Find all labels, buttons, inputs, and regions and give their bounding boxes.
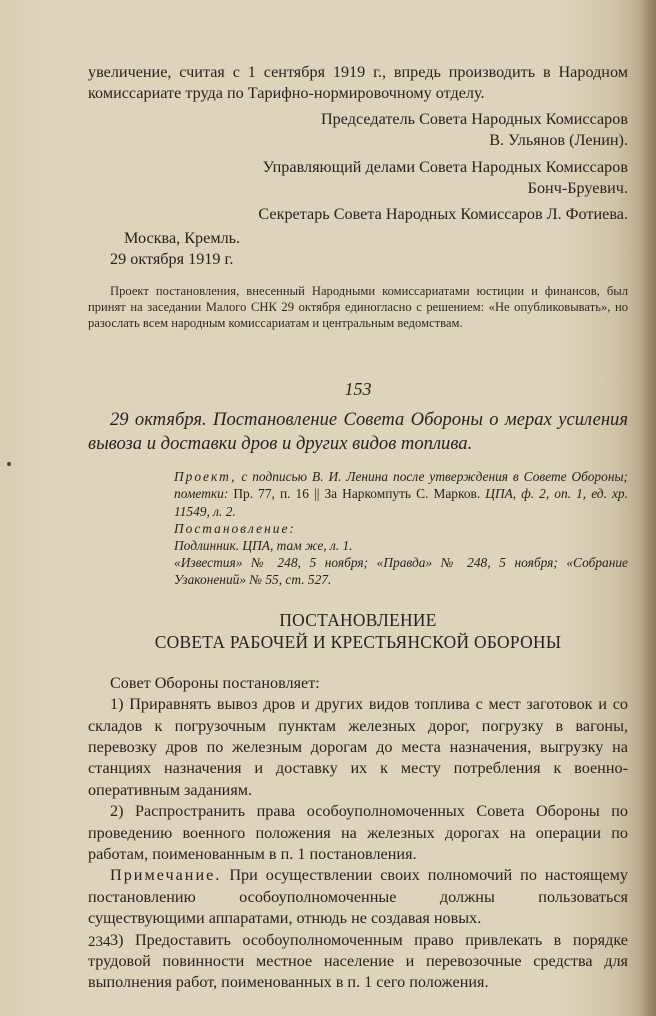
source-notes [174,468,628,588]
decree-intro: Совет Обороны постановляет: [110,673,320,692]
decree-note-label: Примечание. [110,866,222,885]
page-number: 234 [88,934,111,950]
source-project-label: Проект, [174,469,237,485]
chair-signature-line1: Председатель Совета Народных Комиссаров [320,109,628,128]
source-project-marks: Пр. 77, п. 16 || За Наркомпуть С. Марков. [233,486,481,502]
source-published: «Известия» № 248, 5 ноября; «Правда» № 248, 5 ноября; «Собрание Узаконений» № 55, ст. 527. [174,555,628,588]
editorial-footnote: Проект постановления, внесенный Народными комиссариатами юстиции и финансов, был принят на заседании Малого СНК 29 октября единогласно с решением: «Не опубликовывать», но разослать всем народным комиссариатам и центральным ведомствам. [88,283,628,331]
manager-signature-line2: Бонч-Бруевич. [527,179,628,198]
decree-point-1: 1) Приравнять вывоз дров и других видов топлива с мест заготовок и со складов к погрузочным пунктам железных дорог, погрузку в вагоны, перевозку дров по железным дорогам до места назначения, выгрузку на станциях назначения и доставку их к месту потребления к военно-оперативным заданиям. [88,695,628,799]
page-spine-shadow [638,0,656,1016]
chair-signature-line2: В. Ульянов (Ленин). [489,131,628,150]
document-number: 153 [344,379,372,400]
top-paragraph: увеличение, считая с 1 сентября 1919 г., впредь производить в Народном комиссариате труда по Тарифно-нормировочному отделу. [88,63,628,103]
decree-title-line2: СОВЕТА РАБОЧЕЙ И КРЕСТЬЯНСКОЙ ОБОРОНЫ [154,631,562,652]
decree-point-2: 2) Распространить права особоуполномоченных Совета Обороны по проведению военного положения на железных дорогах на операции по работам, поименованным в п. 1 постановления. [88,802,628,863]
decree-title-line1: ПОСТАНОВЛЕНИЕ [279,609,437,630]
source-project-archive: ЦПА, ф. 2, оп. 1, ед. хр. 11549, л. 2. [174,486,628,519]
secretary-signature: Секретарь Совета Народных Комиссаров Л. Фотиева. [258,205,628,224]
source-project-text: с подписью В. И. Ленина после утверждения в Совете Обороны; пометки: [174,469,628,502]
document-heading: 29 октября. Постановление Совета Обороны о мерах усиления вывоза и доставки дров и других видов топлива. [88,409,628,455]
margin-mark [7,462,11,466]
source-decree-label: Постановление: [174,520,296,536]
page-content [88,62,628,994]
manager-signature-line1: Управляющий делами Совета Народных Комиссаров [262,157,628,176]
place: Москва, Кремль. [124,228,241,247]
date: 29 октября 1919 г. [110,250,234,269]
decree-note [88,865,628,929]
decree-note-text: При осуществлении своих полномочий по настоящему постановлению особоуполномоченные должны пользоваться существующими аппаратами, отнюдь не создавая новых. [88,866,628,928]
source-original: Подлинник. ЦПА, там же, л. 1. [174,538,353,554]
decree-point-3: 3) Предоставить особоуполномоченным право привлекать в порядке трудовой повинности местное население и перевозочные средства для выполнения работ, поименованных в п. 1 сего положения. [88,930,628,992]
